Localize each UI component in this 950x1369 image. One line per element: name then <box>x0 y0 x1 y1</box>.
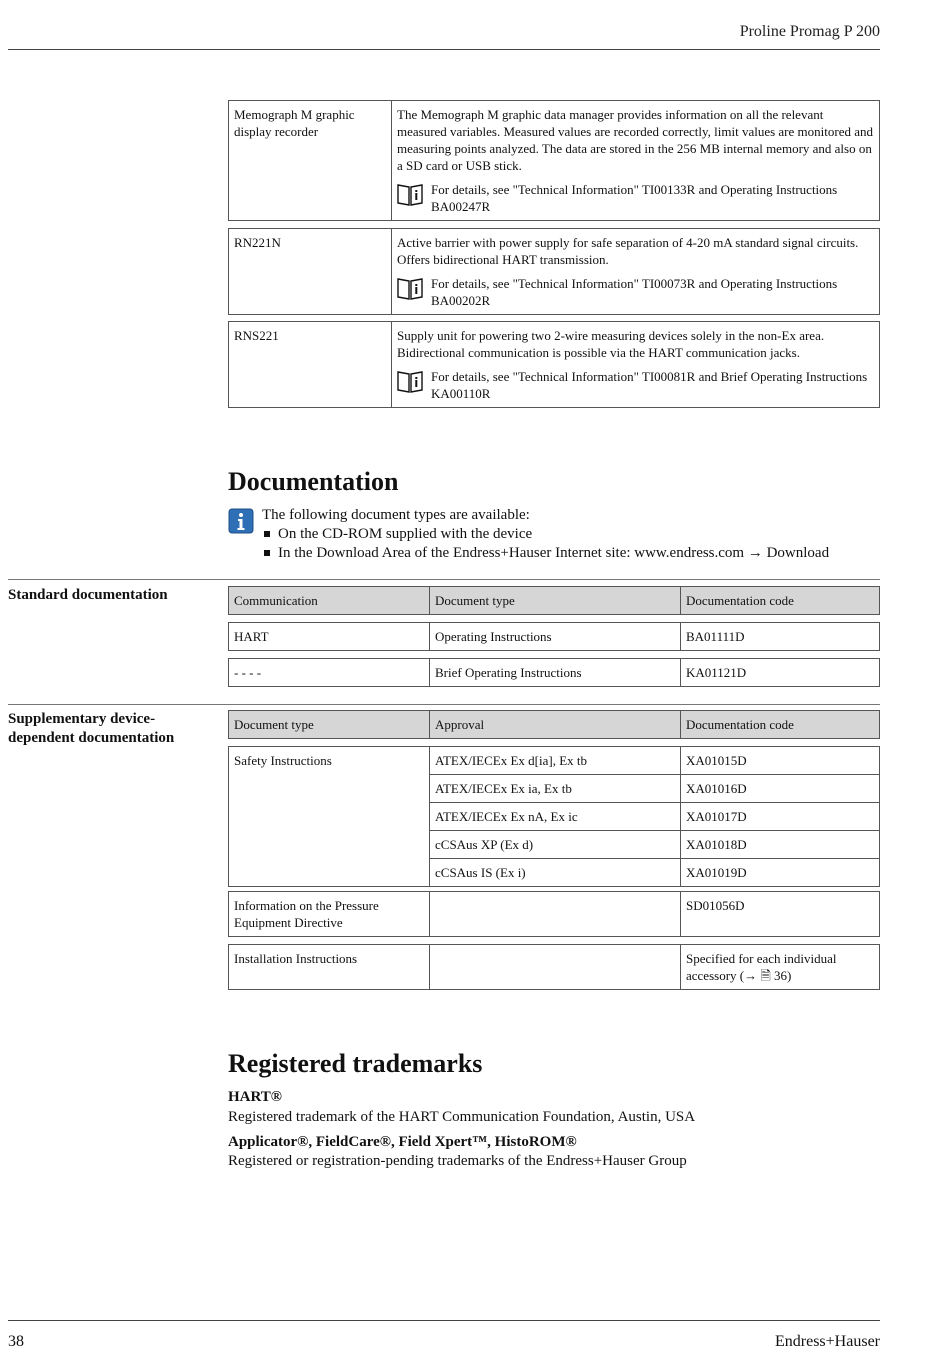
table-cell <box>681 945 880 990</box>
standard-doc-row <box>228 658 880 687</box>
accessory-name: RNS221 <box>229 322 392 408</box>
accessory-table-memograph <box>228 100 880 221</box>
table-cell: Information on the Pressure Equipment Directive <box>229 892 430 937</box>
pressure-directive-table <box>228 891 880 937</box>
supp-doc-label-line: dependent documentation <box>8 730 175 746</box>
accessory-name: RN221N <box>229 229 392 315</box>
trademark-title: Applicator®, FieldCare®, Field Xpert™, HistoROM® <box>228 1134 577 1150</box>
table-cell: XA01018D <box>681 831 880 859</box>
table-cell: ATEX/IECEx Ex nA, Ex ic <box>430 803 681 831</box>
table-cell: Operating Instructions <box>430 623 681 651</box>
trademarks-heading: Registered trademarks <box>228 1049 483 1078</box>
documentation-intro <box>228 506 888 563</box>
accessory-desc-text: Supply unit for powering two 2-wire measuring devices solely in the non-Ex area. Bidirectional communication is possible via the HART communication jacks. <box>397 328 825 360</box>
accessory-description <box>392 101 880 221</box>
column-header: Documentation code <box>681 711 880 739</box>
section-rule <box>8 579 880 580</box>
documentation-heading: Documentation <box>228 467 399 496</box>
cell-line: accessory (→ 🗎 36) <box>686 968 792 983</box>
table-cell: Safety Instructions <box>229 747 430 887</box>
standard-doc-header <box>228 586 880 615</box>
cell-line: Specified for each individual <box>686 951 837 966</box>
accessory-table-rn221n <box>228 228 880 315</box>
column-header: Document type <box>229 711 430 739</box>
trademark-title: HART® <box>228 1089 283 1105</box>
safety-instructions-table <box>228 746 880 887</box>
bullet-text: On the CD-ROM supplied with the device <box>278 526 533 542</box>
table-cell: KA01121D <box>681 659 880 687</box>
table-cell: cCSAus XP (Ex d) <box>430 831 681 859</box>
accessory-note: For details, see "Technical Information" TI00081R and Brief Operating Instructions KA00110R <box>431 369 868 401</box>
table-cell: XA01019D <box>681 859 880 887</box>
list-item <box>262 525 888 544</box>
book-info-icon <box>397 275 423 301</box>
footer-brand: Endress+Hauser <box>775 1333 880 1350</box>
table-cell: Brief Operating Instructions <box>430 659 681 687</box>
standard-doc-label: Standard documentation <box>8 587 168 603</box>
table-cell: XA01017D <box>681 803 880 831</box>
info-icon <box>228 508 254 534</box>
supp-doc-label <box>8 710 174 748</box>
accessory-desc-text: Active barrier with power supply for safe separation of 4-20 mA standard signal circuits. Offers bidirectional HART transmission. <box>397 235 859 267</box>
accessory-description <box>392 322 880 408</box>
accessory-name: Memograph M graphic display recorder <box>229 101 392 221</box>
footer-rule <box>8 1320 880 1321</box>
column-header: Approval <box>430 711 681 739</box>
table-cell <box>430 945 681 990</box>
table-cell: XA01015D <box>681 747 880 775</box>
bullet-text: In the Download Area of the Endress+Hauser Internet site: www.endress.com → Download <box>278 545 830 561</box>
supp-doc-label-line: Supplementary device- <box>8 711 156 727</box>
accessory-description <box>392 229 880 315</box>
list-item <box>262 544 888 563</box>
table-cell: BA01111D <box>681 623 880 651</box>
installation-instructions-table <box>228 944 880 990</box>
column-header: Documentation code <box>681 587 880 615</box>
accessory-desc-text: The Memograph M graphic data manager provides information on all the relevant measured variables. Measured values are recorded correctly, limit values are monitored and measuring points analyzed. The data are stored in the 256 MB internal memory and also on a SD card or USB stick. <box>397 107 873 173</box>
accessory-note: For details, see "Technical Information" TI00073R and Operating Instructions BA00202R <box>431 276 838 308</box>
book-info-icon <box>397 181 423 207</box>
book-info-icon <box>397 368 423 394</box>
supp-doc-header <box>228 710 880 739</box>
column-header: Document type <box>430 587 681 615</box>
table-cell <box>430 892 681 937</box>
page-number: 38 <box>8 1333 24 1350</box>
table-cell: XA01016D <box>681 775 880 803</box>
accessory-table-rns221 <box>228 321 880 408</box>
accessory-note: For details, see "Technical Information" TI00133R and Operating Instructions BA00247R <box>431 182 838 214</box>
header-title: Proline Promag P 200 <box>739 23 880 40</box>
table-cell: ATEX/IECEx Ex d[ia], Ex tb <box>430 747 681 775</box>
table-cell: cCSAus IS (Ex i) <box>430 859 681 887</box>
table-cell: SD01056D <box>681 892 880 937</box>
header-rule <box>8 49 880 50</box>
section-rule <box>8 704 880 705</box>
intro-text: The following document types are available: <box>262 507 530 523</box>
standard-doc-row <box>228 622 880 651</box>
trademark-desc: Registered or registration-pending trademarks of the Endress+Hauser Group <box>228 1153 687 1169</box>
column-header: Communication <box>229 587 430 615</box>
table-cell: ATEX/IECEx Ex ia, Ex tb <box>430 775 681 803</box>
table-cell: - - - - <box>229 659 430 687</box>
table-cell: Installation Instructions <box>229 945 430 990</box>
trademark-desc: Registered trademark of the HART Communication Foundation, Austin, USA <box>228 1109 696 1125</box>
table-cell: HART <box>229 623 430 651</box>
